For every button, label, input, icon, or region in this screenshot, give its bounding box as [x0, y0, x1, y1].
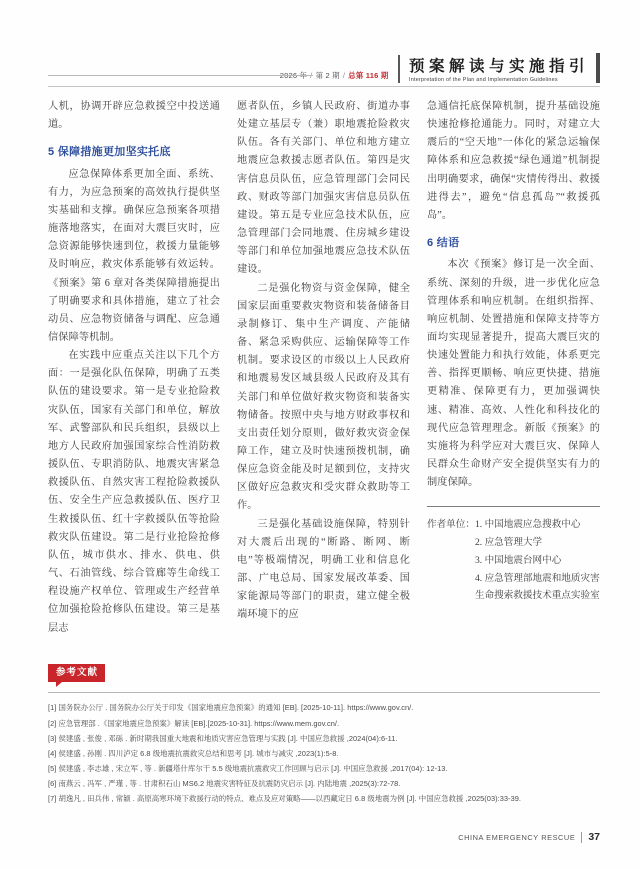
section-title-cn: 预案解读与实施指引 — [408, 57, 589, 75]
references-list — [48, 700, 600, 806]
footer-divider — [581, 832, 582, 843]
references-rule — [48, 692, 600, 693]
issue-total-number: 总第 116 期 — [348, 71, 389, 80]
references-tag-wrap — [48, 662, 110, 682]
left-paragraph-2: 在实践中应重点关注以下几个方面：一是强化队伍保障，明确了五类队伍的建设要求。第一是专业抢险救灾队伍，国家有关部门和单位，解放军、武警部队和民兵组织，县级以上地方人民政府加强国家综合性消防救援队伍、专职消防队、地震灾害紧急救援队伍、自然灾害工程抢险救援队伍、安全生产应急救援队伍、医疗卫生救援队伍、红十字救援队伍等抢险救灾队伍建设。第二是行业抢险抢修队伍，城市供水、排水、供电、供气、石油管线、综合管廊等生命线工程设施产权单位、管理或生产经营单位加强抢险抢修队伍建设。第三是基层志 — [48, 350, 220, 634]
left-paragraph-top: 人机，协调开辟应急救援空中投送通道。 — [48, 101, 220, 131]
right-paragraph-1: 急通信托底保障机制，提升基础设施快速抢修抢通能力。同时，对建立大震后的“空天地”一体化的紧急运输保障体系和应急救援“绿色通道”机制提出明确要求，确保“灾情传得出、救援进得去”，避免“信息孤岛”“救援孤岛”。 — [427, 101, 600, 221]
references-tag-tail-icon — [56, 682, 62, 687]
running-head — [48, 42, 600, 84]
references-section — [48, 662, 600, 807]
issue-number: 第 2 期 — [315, 71, 340, 80]
column-left — [48, 98, 220, 638]
page-footer — [458, 831, 600, 843]
head-divider-bar — [398, 55, 400, 83]
column-right — [427, 98, 600, 638]
heading-section-6: 6 结语 — [427, 237, 460, 250]
reference-item: [3] 侯建盛 , 张俊 , 邓砾 . 新时期我国重大地震和地质灾害应急管理与实践 [J]. 中国应急救援 ,2024(04):6-11. — [48, 733, 398, 743]
footer-page-number: 37 — [588, 831, 600, 843]
affiliation-item-1: 1. 中国地震应急搜救中心 — [474, 519, 581, 531]
affiliation-row — [427, 516, 600, 605]
affiliation-list — [475, 516, 600, 605]
mid-paragraph-2: 二是强化物资与资金保障，健全国家层面重要救灾物资和装备储备目录制修订、集中生产调度、产能储备、紧急采购供应、运输保障等工作机制。要求设区的市级以上人民政府和地震易发区域县级人民政府及其有关部门和单位做好救灾物资和装备实物储备。按照中央与地方财政事权和支出责任划分原则，做好救灾资金保障工作，建立及时快速预拨机制，确保应急资金能及时足额到位，支持灾区做好应急救灾和受灾群众救助等工作。 — [237, 282, 410, 512]
running-head-rule-bottom — [48, 86, 600, 87]
section-title-en: Interpretation of the Plan and Implementation Guidelines — [408, 77, 558, 83]
reference-item: [2] 应急管理部 .《国家地震应急预案》解读 [EB].[2025-10-31]. https://www.mem.gov.cn/. — [48, 718, 340, 728]
mid-paragraph-1: 愿者队伍，乡镇人民政府、街道办事处建立基层专（兼）职地震抢险救灾队伍。各有关部门、单位和地方建立地震应急救援志愿者队伍。第四是灾害信息员队伍，应急管理部门会同民政、财政等部门加强灾害信息员队伍建设。第五是专业应急技术队伍，应急管理部门会同地震、住房城乡建设等部门和单位加强地震应急技术队伍建设。 — [237, 101, 410, 276]
reference-item: [7] 胡逸凡 , 田兵伟 , 常颖 . 高原高寒环境下救援行动的特点、难点及应对策略——以西藏定日 6.8 级地震为例 [J]. 中国应急救援 ,2025(03):33-39. — [48, 794, 521, 804]
reference-item: [5] 侯建盛 , 李志雄 , 宋立军 , 等 . 新疆塔什库尔干 5.5 级地震抗震救灾工作回顾与启示 [J]. 中国应急救援 ,2017(04): 12-13. — [48, 764, 448, 774]
affiliation-label: 作者单位： — [427, 519, 475, 531]
reference-item: [4] 侯建盛 , 孙刚 . 四川泸定 6.8 级地震抗震救灾总结和思考 [J]. 城市与减灾 ,2023(1):5-8. — [48, 748, 339, 758]
reference-item: [6] 南燕云 , 冯军 , 严瑾 , 等 . 甘肃积石山 MS6.2 地震灾害特征及抗震防灾启示 [J]. 内陆地震 ,2025(3):72-78. — [48, 779, 401, 789]
head-accent-bar — [596, 53, 600, 83]
running-head-rule-left — [48, 75, 313, 76]
affiliation-item-4: 4. 应急管理部地震和地质灾害生命搜索救援技术重点实验室 — [474, 572, 600, 602]
issue-separator-2: / — [342, 71, 346, 80]
mid-paragraph-3: 三是强化基础设施保障，特别针对大震后出现的“断路、断网、断电”等极端情况，明确工业和信息化部、广电总局、国家发展改革委、国家能源局等部门的职责，建立健全极端环境下的应 — [237, 518, 410, 621]
affiliation-rule — [427, 506, 600, 507]
affiliation-item-3: 3. 中国地震台网中心 — [474, 554, 562, 566]
heading-section-5: 5 保障措施更加坚实托底 — [48, 146, 171, 159]
column-middle — [237, 98, 410, 638]
references-tag: 参考文献 — [48, 664, 105, 682]
right-paragraph-2: 本次《预案》修订是一次全面、系统、深刻的升级，进一步优化应急管理体系和响应机制。在组织指挥、响应机制、处置措施和保障支持等方面均实现显著提升，提高大震巨灾的快速处置能力和执行效能，体系更完善、指挥更顺畅、响应更快捷、措施更精准、保障更有力，更加强调快速、精准、高效、人性化和科技化的现代应急管理理念。新版《预案》的实施将为科学应对大震巨灾、保障人民群众生命财产安全提供坚实有力的制度保障。 — [427, 259, 600, 489]
section-title-group — [409, 59, 589, 83]
author-affiliation-block — [427, 506, 600, 605]
footer-journal-name: CHINA EMERGENCY RESCUE — [458, 832, 576, 842]
affiliation-item-2: 2. 应急管理大学 — [474, 537, 543, 549]
article-columns — [48, 98, 600, 638]
reference-item: [1] 国务院办公厅 . 国务院办公厅关于印发《国家地震应急预案》的通知 [EB]. [2025-10-11]. https://www.gov.cn/. — [48, 703, 414, 713]
left-paragraph-1: 应急保障体系更加全面、系统、有力，为应急预案的高效执行提供坚实基础和支撑。确保应急预案各项措施落地落实，在面对大震巨灾时，应急资源能够快速到位，救援力量能够及时响应，救灾体系能够有效运转。《预案》第 6 章对各类保障措施提出了明确要求和具体措施，建立了社会动员、应急物资储备与调配、应急通信保障等机制。 — [48, 168, 220, 344]
